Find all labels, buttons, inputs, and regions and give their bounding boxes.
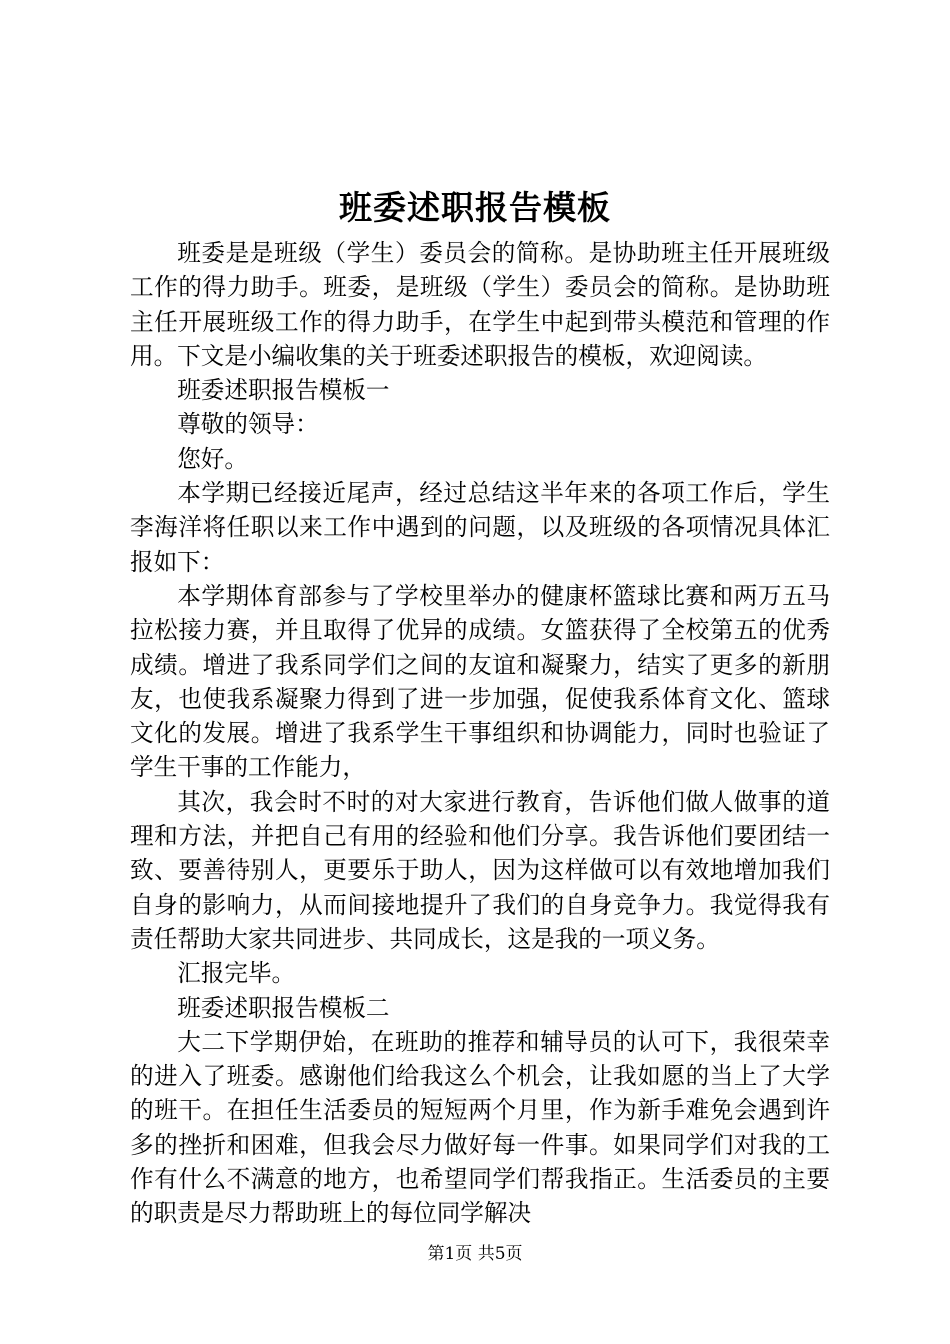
page-footer: 第1页 共5页: [427, 1244, 523, 1264]
paragraph-sports-department: 本学期体育部参与了学校里举办的健康杯篮球比赛和两万五马拉松接力赛，并且取得了优异的成绩。女篮获得了全校第五的优秀成绩。增进了我系同学们之间的友谊和凝聚力，结实了更多的新朋友，也使我系凝聚力得到了进一步加强，促使我系体育文化、篮球文化的发展。增进了我系学生干事组织和协调能力，同时也验证了学生干事的工作能力，: [130, 581, 830, 782]
paragraph-salutation: 尊敬的领导：: [177, 410, 319, 439]
section-heading-template-one: 班委述职报告模板一: [177, 376, 390, 405]
section-heading-template-two: 班委述职报告模板二: [177, 993, 390, 1022]
paragraph-intro: 班委是是班级（学生）委员会的简称。是协助班主任开展班级工作的得力助手。班委，是班级（学生）委员会的简称。是协助班主任开展班级工作的得力助手，在学生中起到带头模范和管理的作用。下文是小编收集的关于班委述职报告的模板，欢迎阅读。: [130, 239, 830, 370]
document-body: [130, 236, 830, 1231]
paragraph-semester-summary: 本学期已经接近尾声，经过总结这半年来的各项工作后，学生李海洋将任职以来工作中遇到的问题，以及班级的各项情况具体汇报如下：: [130, 479, 830, 576]
paragraph-greeting: 您好。: [177, 444, 248, 473]
document-title: 班委述职报告模板: [339, 188, 611, 227]
paragraph-report-end: 汇报完毕。: [177, 959, 296, 988]
paragraph-life-committee: 大二下学期伊始，在班助的推荐和辅导员的认可下，我很荣幸的进入了班委。感谢他们给我这么个机会，让我如愿的当上了大学的班干。在担任生活委员的短短两个月里，作为新手难免会遇到许多的挫折和困难，但我会尽力做好每一件事。如果同学们对我的工作有什么不满意的地方，也希望同学们帮我指正。生活委员的主要的职责是尽力帮助班上的每位同学解决: [130, 1027, 830, 1228]
paragraph-education: 其次，我会时不时的对大家进行教育，告诉他们做人做事的道理和方法，并把自己有用的经验和他们分享。我告诉他们要团结一致、要善待别人，更要乐于助人，因为这样做可以有效地增加我们自身的影响力，从而间接地提升了我们的自身竞争力。我觉得我有责任帮助大家共同进步、共同成长，这是我的一项义务。: [130, 787, 830, 953]
